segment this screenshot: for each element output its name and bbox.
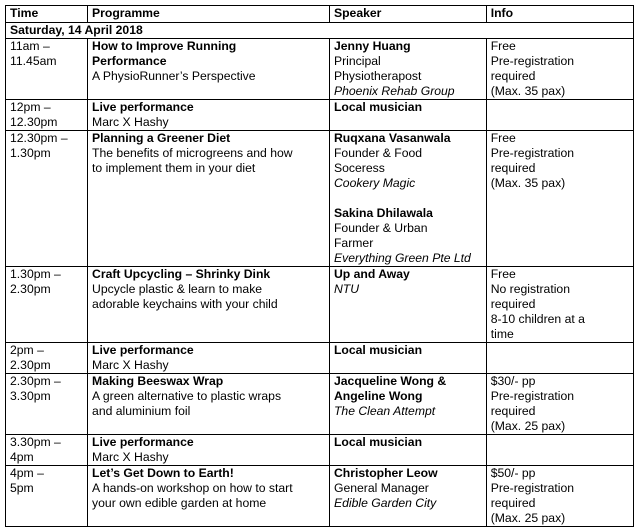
programme-title: Live performance: [92, 100, 194, 114]
time-line: 1.30pm –: [10, 267, 61, 281]
speaker-name: Jacqueline Wong &: [333, 374, 447, 388]
programme-description: and aluminium foil: [92, 404, 191, 418]
speaker-organisation: Cookery Magic: [333, 176, 416, 190]
speaker-cell: [329, 435, 486, 466]
table-row: [6, 466, 634, 527]
speaker-role: General Manager: [333, 481, 429, 495]
info-line: No registration: [490, 282, 570, 296]
info-line: Free: [490, 267, 516, 281]
info-line: (Max. 35 pax): [490, 176, 566, 190]
info-line: (Max. 25 pax): [490, 419, 566, 433]
info-line: Pre-registration: [490, 54, 575, 68]
table-row: [6, 343, 634, 374]
info-line: required: [490, 496, 536, 510]
speaker-name: Local musician: [333, 100, 423, 114]
speaker-organisation: Edible Garden City: [333, 496, 437, 510]
speaker-cell: [329, 131, 486, 267]
time-cell: [6, 435, 88, 466]
speaker-role: Physiotherapost: [333, 69, 422, 83]
programme-description: A green alternative to plastic wraps: [92, 389, 282, 403]
info-line: required: [490, 161, 536, 175]
speaker-role: Principal: [333, 54, 381, 68]
speaker-cell: [329, 374, 486, 435]
info-line: Pre-registration: [490, 481, 575, 495]
programme-cell: [88, 267, 330, 343]
programme-description: adorable keychains with your child: [92, 297, 278, 311]
programme-title: Planning a Greener Diet: [92, 131, 231, 145]
speaker-cell: [329, 343, 486, 374]
programme-title: Let’s Get Down to Earth!: [92, 466, 234, 480]
speaker-name: Ruqxana Vasanwala: [333, 131, 451, 145]
info-line: (Max. 35 pax): [490, 84, 566, 98]
programme-description: A PhysioRunner’s Perspective: [92, 69, 256, 83]
time-line: 2.30pm: [10, 358, 51, 372]
speaker-organisation: NTU: [333, 282, 360, 296]
time-line: 2.30pm –: [10, 374, 61, 388]
time-line: 12pm –: [10, 100, 51, 114]
info-cell: [486, 100, 633, 131]
info-cell: [486, 39, 633, 100]
header-programme: Programme: [88, 6, 330, 23]
programme-title: Live performance: [92, 435, 194, 449]
info-line: Free: [490, 39, 516, 53]
programme-title: How to Improve Running: [92, 39, 237, 53]
programme-cell: [88, 374, 330, 435]
time-line: 4pm: [10, 450, 34, 464]
table-row: [6, 39, 634, 100]
programme-cell: [88, 435, 330, 466]
info-cell: [486, 466, 633, 527]
table-row: [6, 435, 634, 466]
speaker-name: Up and Away: [333, 267, 410, 281]
table-row: [6, 374, 634, 435]
info-cell: [486, 374, 633, 435]
programme-title: Live performance: [92, 343, 194, 357]
speaker-organisation: Phoenix Rehab Group: [333, 84, 455, 98]
speaker-organisation: The Clean Attempt: [333, 404, 436, 418]
time-line: 5pm: [10, 481, 34, 495]
time-line: 1.30pm: [10, 146, 51, 160]
programme-description: Marc X Hashy: [92, 115, 169, 129]
programme-schedule-table: [5, 5, 634, 527]
speaker-cell: [329, 39, 486, 100]
speaker-name: Christopher Leow: [333, 466, 438, 480]
table-row: [6, 267, 634, 343]
programme-description: Marc X Hashy: [92, 450, 169, 464]
time-line: 2.30pm: [10, 282, 51, 296]
info-line: Pre-registration: [490, 146, 575, 160]
speaker-name: Local musician: [333, 343, 423, 357]
programme-cell: [88, 100, 330, 131]
programme-description: Marc X Hashy: [92, 358, 169, 372]
time-line: 3.30pm: [10, 389, 51, 403]
info-cell: [486, 267, 633, 343]
speaker-name: Angeline Wong: [333, 389, 423, 403]
programme-description: your own edible garden at home: [92, 496, 267, 510]
info-cell: [486, 435, 633, 466]
info-line: required: [490, 404, 536, 418]
header-speaker: Speaker: [329, 6, 486, 23]
programme-cell: [88, 131, 330, 267]
time-cell: [6, 100, 88, 131]
date-row: [6, 23, 634, 39]
speaker-role: Farmer: [333, 236, 374, 250]
programme-cell: [88, 466, 330, 527]
time-line: 12.30pm: [10, 115, 58, 129]
info-line: (Max. 25 pax): [490, 511, 566, 525]
speaker-organisation: Everything Green Pte Ltd: [333, 251, 471, 265]
speaker-role: Founder & Food: [333, 146, 423, 160]
time-line: 3.30pm –: [10, 435, 61, 449]
info-line: Free: [490, 131, 516, 145]
time-line: 4pm –: [10, 466, 44, 480]
speaker-name: Jenny Huang: [333, 39, 411, 53]
time-line: 2pm –: [10, 343, 44, 357]
programme-description: to implement them in your diet: [92, 161, 256, 175]
info-line: time: [490, 327, 514, 341]
speaker-role: Founder & Urban: [333, 221, 428, 235]
time-line: 12.30pm –: [10, 131, 68, 145]
table-row: [6, 131, 634, 267]
programme-description: Upcycle plastic & learn to make: [92, 282, 263, 296]
info-line: $50/- pp: [490, 466, 536, 480]
programme-cell: [88, 39, 330, 100]
info-line: 8-10 children at a: [490, 312, 585, 326]
time-line: 11am –: [10, 39, 50, 53]
info-line: Pre-registration: [490, 389, 575, 403]
programme-description: A hands-on workshop on how to start: [92, 481, 293, 495]
programme-description: The benefits of microgreens and how: [92, 146, 293, 160]
programme-title: Performance: [92, 54, 167, 68]
info-cell: [486, 131, 633, 267]
header-info: Info: [486, 6, 633, 23]
time-cell: [6, 343, 88, 374]
speaker-name: Sakina Dhilawala: [333, 206, 433, 220]
table-row: [6, 100, 634, 131]
programme-title: Craft Upcycling – Shrinky Dink: [92, 267, 271, 281]
time-cell: [6, 131, 88, 267]
header-time: Time: [6, 6, 88, 23]
header-row: [6, 6, 634, 23]
programme-title: Making Beeswax Wrap: [92, 374, 224, 388]
speaker-spacer: [334, 191, 482, 206]
speaker-role: Soceress: [333, 161, 385, 175]
programme-cell: [88, 343, 330, 374]
speaker-name: Local musician: [333, 435, 423, 449]
time-line: 11.45am: [10, 54, 57, 68]
speaker-cell: [329, 466, 486, 527]
time-cell: [6, 374, 88, 435]
speaker-cell: [329, 267, 486, 343]
time-cell: [6, 267, 88, 343]
info-line: required: [490, 69, 536, 83]
date-cell: Saturday, 14 April 2018: [6, 23, 634, 39]
time-cell: [6, 39, 88, 100]
time-cell: [6, 466, 88, 527]
info-line: required: [490, 297, 536, 311]
info-cell: [486, 343, 633, 374]
speaker-cell: [329, 100, 486, 131]
info-line: $30/- pp: [490, 374, 536, 388]
